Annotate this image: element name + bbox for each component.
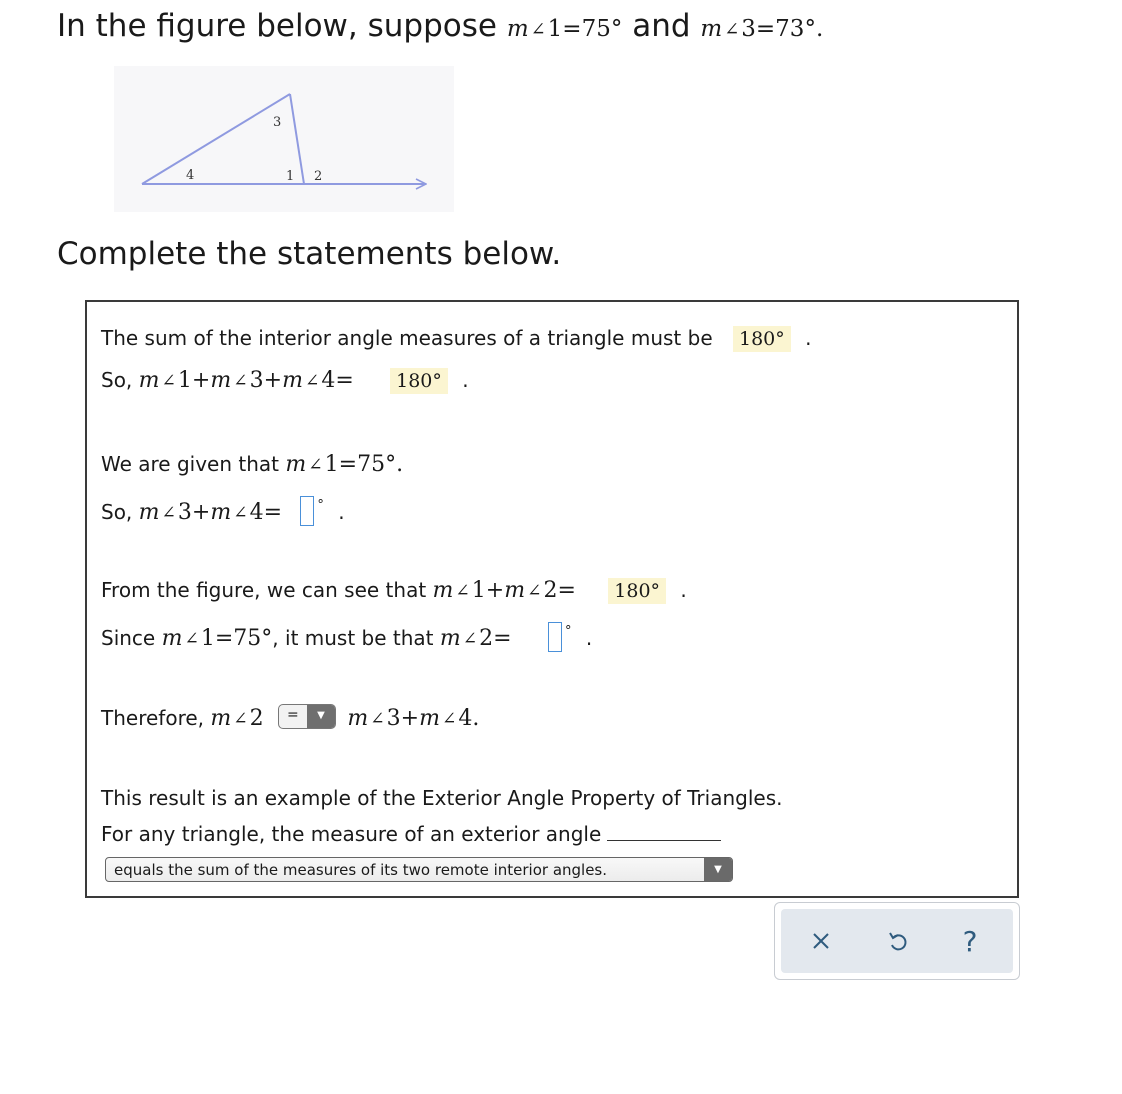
statements-panel xyxy=(85,300,1019,898)
clear-button[interactable] xyxy=(801,921,841,961)
angle-label-2: 2 xyxy=(314,169,323,184)
undo-icon xyxy=(886,929,910,953)
given-angle-1: m ∠1=75° xyxy=(506,16,623,42)
chevron-down-icon: ▼ xyxy=(307,705,335,728)
angle-2-input[interactable] xyxy=(548,622,562,652)
statement-linear-pair: From the figure, we can see that m ∠1+m ∠2= 180° . xyxy=(101,578,687,603)
given-angle-3: m ∠3=73°. xyxy=(700,16,824,42)
help-button[interactable] xyxy=(950,921,990,961)
statement-exterior-angle: For any triangle, the measure of an exterior angle xyxy=(101,822,721,846)
exterior-angle-dropdown[interactable]: equals the sum of the measures of its two remote interior angles. ▼ xyxy=(105,857,733,882)
statement-triangle-sum: The sum of the interior angle measures of a triangle must be 180° . xyxy=(101,326,812,350)
answer-blank-line xyxy=(607,824,721,841)
angle-label-1: 1 xyxy=(286,169,295,184)
statement-angle-sum-equation: So, m ∠1+m ∠3+m ∠4= 180° . xyxy=(101,368,469,393)
statement-angle-3-plus-4: So, m ∠3+m ∠4= ° . xyxy=(101,498,345,525)
chevron-down-icon: ▼ xyxy=(704,858,732,881)
section-heading: Complete the statements below. xyxy=(57,236,562,272)
prompt-lead: In the figure below, suppose xyxy=(57,8,497,44)
answer-triangle-sum: 180° xyxy=(733,326,791,352)
help-icon: ? xyxy=(962,924,978,958)
relation-select[interactable]: = ▼ xyxy=(278,704,336,729)
undo-button[interactable] xyxy=(878,921,918,961)
triangle-figure xyxy=(114,66,454,212)
angle-label-4: 4 xyxy=(186,168,195,183)
close-icon xyxy=(810,930,832,952)
angle-label-3: 3 xyxy=(273,115,282,130)
statement-property-name: This result is an example of the Exterior Angle Property of Triangles. xyxy=(101,786,783,810)
statement-given-angle-1: We are given that m ∠1=75°. xyxy=(101,452,404,477)
answer-angle-sum: 180° xyxy=(390,368,448,394)
problem-prompt xyxy=(57,8,823,44)
prompt-connector: and xyxy=(632,8,691,44)
answer-linear-pair: 180° xyxy=(608,578,666,604)
answer-toolbar xyxy=(774,902,1020,980)
statement-angle-2: Since m ∠1=75°, it must be that m ∠2= ° . xyxy=(101,624,593,651)
statement-therefore: Therefore, m ∠2 = ▼ m ∠3+m ∠4. xyxy=(101,706,480,731)
angle-3-plus-4-input[interactable] xyxy=(300,496,314,526)
triangle-left-side xyxy=(142,94,290,184)
